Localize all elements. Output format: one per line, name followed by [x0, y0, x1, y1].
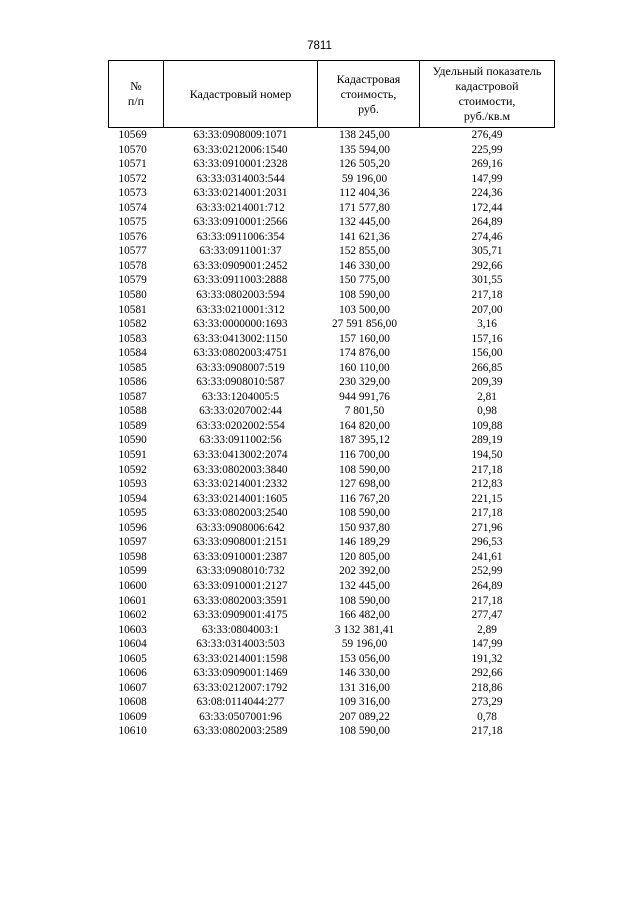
cadastral-number-cell: 63:33:1204005:5 [201, 390, 280, 403]
table-row [109, 550, 555, 565]
cadastral-value-cell: 59 196,00 [341, 638, 388, 651]
cadastral-value-cell: 116 767,20 [339, 492, 390, 505]
cadastral-value-cell: 131 316,00 [339, 681, 390, 694]
row-number-cell: 10581 [118, 303, 147, 316]
specific-indicator-cell: 277,47 [471, 609, 503, 622]
header-specific-indicator [420, 61, 555, 128]
cadastral-number-cell: 63:33:0000000:1693 [193, 318, 288, 331]
table-row [109, 303, 555, 318]
cadastral-number-cell: 63:33:0802003:2540 [193, 507, 288, 520]
cadastral-value-cell: 126 505,20 [339, 158, 390, 171]
table-row [109, 404, 555, 419]
row-number-cell: 10580 [118, 289, 147, 302]
cadastral-value-cell: 108 590,00 [339, 507, 390, 520]
table-row [109, 681, 555, 696]
table-row [109, 419, 555, 434]
cadastral-value-cell: 146 330,00 [339, 259, 390, 272]
specific-indicator-cell: 217,18 [471, 594, 503, 607]
cadastral-value-cell: 171 577,80 [339, 201, 390, 214]
table-row [109, 157, 555, 172]
table-row [109, 710, 555, 725]
row-number-cell: 10578 [118, 259, 147, 272]
cadastral-number-cell: 63:08:0114044:277 [196, 696, 285, 709]
row-number-cell: 10609 [118, 710, 147, 723]
cadastral-number-cell: 63:33:0214001:2332 [193, 478, 288, 491]
row-number-cell: 10584 [118, 347, 147, 360]
cadastral-value-cell: 174 876,00 [339, 347, 390, 360]
page-number: 7811 [307, 40, 332, 52]
table-row [109, 535, 555, 550]
cadastral-number-cell: 63:33:0214001:1605 [193, 492, 288, 505]
cadastral-number-cell: 63:33:0212006:1540 [193, 143, 288, 156]
row-number-cell: 10592 [118, 463, 147, 476]
row-number-cell: 10599 [118, 565, 147, 578]
specific-indicator-cell: 157,16 [471, 332, 503, 345]
cadastral-value-table [108, 60, 555, 739]
specific-indicator-cell: 109,88 [471, 419, 503, 432]
cadastral-value-cell: 153 056,00 [339, 652, 390, 665]
cadastral-value-cell: 108 590,00 [339, 289, 390, 302]
specific-indicator-cell: 147,99 [471, 172, 503, 185]
cadastral-value-cell: 150 937,80 [339, 521, 390, 534]
cadastral-number-cell: 63:33:0214001:1598 [193, 652, 288, 665]
cadastral-number-cell: 63:33:0802003:4751 [193, 347, 288, 360]
specific-indicator-cell: 156,00 [471, 347, 503, 360]
table-row [109, 448, 555, 463]
cadastral-value-cell: 146 189,29 [339, 536, 390, 549]
cadastral-number-cell: 63:33:0910001:2566 [193, 216, 288, 229]
cadastral-value-cell: 146 330,00 [339, 667, 390, 680]
specific-indicator-cell: 0,78 [477, 710, 497, 723]
row-number-cell: 10589 [118, 419, 147, 432]
row-number-cell: 10577 [118, 245, 147, 258]
row-number-cell: 10604 [118, 638, 147, 651]
header-row [109, 61, 555, 128]
table-row [109, 594, 555, 609]
cadastral-value-cell: 150 775,00 [339, 274, 390, 287]
cadastral-value-cell: 230 329,00 [339, 376, 390, 389]
header-cadastral-value-line-3: руб. [358, 101, 379, 116]
cadastral-number-cell: 63:33:0908001:2151 [193, 536, 288, 549]
specific-indicator-cell: 292,66 [471, 667, 503, 680]
cadastral-number-cell: 63:33:0908007:519 [196, 361, 285, 374]
table-row [109, 652, 555, 667]
specific-indicator-cell: 172,44 [471, 201, 503, 214]
cadastral-number-cell: 63:33:0908006:642 [196, 521, 285, 534]
header-num [109, 61, 164, 128]
table-row [109, 375, 555, 390]
cadastral-number-cell: 63:33:0314003:503 [196, 638, 285, 651]
cadastral-value-cell: 27 591 856,00 [332, 318, 397, 331]
cadastral-value-cell: 108 590,00 [339, 725, 390, 738]
cadastral-number-cell: 63:33:0909001:2452 [193, 259, 288, 272]
row-number-cell: 10569 [118, 129, 147, 141]
cadastral-value-cell: 132 445,00 [339, 579, 390, 592]
specific-indicator-cell: 2,89 [477, 623, 497, 636]
cadastral-value-cell: 132 445,00 [339, 216, 390, 229]
header-cadastral-value-line-2: стоимость, [340, 86, 397, 101]
cadastral-number-cell: 63:33:0910001:2387 [193, 550, 288, 563]
table-row [109, 346, 555, 361]
row-number-cell: 10582 [118, 318, 147, 331]
specific-indicator-cell: 273,29 [471, 696, 503, 709]
cadastral-number-cell: 63:33:0911006:354 [196, 230, 285, 243]
row-number-cell: 10570 [118, 143, 147, 156]
cadastral-number-cell: 63:33:0910001:2328 [193, 158, 288, 171]
cadastral-number-cell: 63:33:0911003:2888 [193, 274, 288, 287]
cadastral-value-cell: 116 700,00 [339, 449, 390, 462]
cadastral-number-cell: 63:33:0804003:1 [201, 623, 280, 636]
cadastral-value-cell: 108 590,00 [339, 594, 390, 607]
specific-indicator-cell: 301,55 [471, 274, 503, 287]
cadastral-number-cell: 63:33:0909001:1469 [193, 667, 288, 680]
row-number-cell: 10606 [118, 667, 147, 680]
cadastral-value-cell: 164 820,00 [339, 419, 390, 432]
specific-indicator-cell: 218,86 [471, 681, 503, 694]
cadastral-number-cell: 63:33:0210001:312 [196, 303, 285, 316]
table-row [109, 579, 555, 594]
header-cadastral-value [318, 61, 420, 128]
table-row [109, 361, 555, 376]
cadastral-value-cell: 109 316,00 [339, 696, 390, 709]
table-row [109, 521, 555, 536]
specific-indicator-cell: 266,85 [471, 361, 503, 374]
cadastral-number-cell: 63:33:0802003:3591 [193, 594, 288, 607]
table-row [109, 332, 555, 347]
table-row [109, 259, 555, 274]
table-row [109, 564, 555, 579]
cadastral-number-cell: 63:33:0910001:2127 [193, 579, 288, 592]
row-number-cell: 10603 [118, 623, 147, 636]
cadastral-number-cell: 63:33:0507001:96 [199, 710, 282, 723]
row-number-cell: 10597 [118, 536, 147, 549]
row-number-cell: 10608 [118, 696, 147, 709]
cadastral-value-cell: 207 089,22 [339, 710, 390, 723]
cadastral-number-cell: 63:33:0214001:712 [196, 201, 285, 214]
table-row [109, 666, 555, 681]
cadastral-value-cell: 120 805,00 [339, 550, 390, 563]
table-row [109, 433, 555, 448]
table-row [109, 143, 555, 158]
specific-indicator-cell: 207,00 [471, 303, 503, 316]
row-number-cell: 10583 [118, 332, 147, 345]
specific-indicator-cell: 252,99 [471, 565, 503, 578]
table-row [109, 230, 555, 245]
cadastral-value-cell: 944 991,76 [339, 390, 390, 403]
row-number-cell: 10571 [118, 158, 147, 171]
table-row [109, 172, 555, 187]
cadastral-number-cell: 63:33:0207002:44 [199, 405, 282, 418]
specific-indicator-cell: 3,16 [477, 318, 497, 331]
row-number-cell: 10572 [118, 172, 147, 185]
specific-indicator-cell: 289,19 [471, 434, 503, 447]
table-row [109, 128, 555, 143]
row-number-cell: 10610 [118, 725, 147, 738]
specific-indicator-cell: 0,98 [477, 405, 497, 418]
row-number-cell: 10594 [118, 492, 147, 505]
specific-indicator-cell: 194,50 [471, 449, 503, 462]
cadastral-number-cell: 63:33:0212007:1792 [193, 681, 288, 694]
cadastral-number-cell: 63:33:0908010:732 [196, 565, 285, 578]
row-number-cell: 10596 [118, 521, 147, 534]
table-row [109, 492, 555, 507]
specific-indicator-cell: 296,53 [471, 536, 503, 549]
cadastral-value-cell: 138 245,00 [339, 129, 390, 141]
cadastral-value-cell: 202 392,00 [339, 565, 390, 578]
table-row [109, 695, 555, 710]
specific-indicator-cell: 276,49 [471, 129, 503, 141]
row-number-cell: 10600 [118, 579, 147, 592]
specific-indicator-cell: 274,46 [471, 230, 503, 243]
table-row [109, 201, 555, 216]
table-row [109, 288, 555, 303]
table-row [109, 724, 555, 739]
table-row [109, 186, 555, 201]
row-number-cell: 10573 [118, 187, 147, 200]
table-row [109, 390, 555, 405]
specific-indicator-cell: 209,39 [471, 376, 503, 389]
specific-indicator-cell: 305,71 [471, 245, 503, 258]
specific-indicator-cell: 225,99 [471, 143, 503, 156]
cadastral-value-cell: 59 196,00 [341, 172, 388, 185]
cadastral-value-cell: 166 482,00 [339, 609, 390, 622]
row-number-cell: 10587 [118, 390, 147, 403]
specific-indicator-cell: 221,15 [471, 492, 503, 505]
cadastral-value-cell: 108 590,00 [339, 463, 390, 476]
table-header [109, 61, 555, 128]
table-row [109, 608, 555, 623]
header-cadastral-value-line-1: Кадастровая [336, 71, 401, 86]
table-row [109, 623, 555, 638]
cadastral-value-cell: 187 395,12 [339, 434, 390, 447]
table-row [109, 506, 555, 521]
table-row [109, 637, 555, 652]
specific-indicator-cell: 147,99 [471, 638, 503, 651]
cadastral-value-cell: 135 594,00 [339, 143, 390, 156]
header-cadastral-number [164, 61, 318, 128]
cadastral-number-cell: 63:33:0214001:2031 [193, 187, 288, 200]
cadastral-number-cell: 63:33:0314003:544 [196, 172, 285, 185]
header-specific-indicator-line-3: стоимости, [458, 94, 516, 108]
cadastral-number-cell: 63:33:0802003:594 [196, 289, 285, 302]
specific-indicator-cell: 264,89 [471, 216, 503, 229]
table-row [109, 317, 555, 332]
row-number-cell: 10585 [118, 361, 147, 374]
row-number-cell: 10607 [118, 681, 147, 694]
row-number-cell: 10601 [118, 594, 147, 607]
table-row [109, 273, 555, 288]
cadastral-value-cell: 7 801,50 [344, 405, 385, 418]
row-number-cell: 10590 [118, 434, 147, 447]
cadastral-number-cell: 63:33:0413002:1150 [193, 332, 288, 345]
cadastral-value-cell: 127 698,00 [339, 478, 390, 491]
cadastral-number-cell: 63:33:0908009:1071 [193, 129, 288, 141]
specific-indicator-cell: 191,32 [471, 652, 503, 665]
table-row [109, 244, 555, 259]
row-number-cell: 10575 [118, 216, 147, 229]
specific-indicator-cell: 269,16 [471, 158, 503, 171]
header-specific-indicator-line-2: кадастровой [455, 79, 519, 93]
row-number-cell: 10593 [118, 478, 147, 491]
row-number-cell: 10576 [118, 230, 147, 243]
cadastral-value-cell: 103 500,00 [339, 303, 390, 316]
header-specific-indicator-line-4: руб./кв.м [463, 109, 511, 123]
row-number-cell: 10586 [118, 376, 147, 389]
header-cadastral-number-line-1: Кадастровый номер [189, 86, 292, 101]
specific-indicator-cell: 224,36 [471, 187, 503, 200]
header-num-line-2: п/п [127, 94, 145, 108]
cadastral-number-cell: 63:33:0202002:554 [196, 419, 285, 432]
specific-indicator-cell: 241,61 [471, 550, 503, 563]
row-number-cell: 10579 [118, 274, 147, 287]
cadastral-number-cell: 63:33:0911001:37 [199, 245, 282, 258]
table-body [109, 128, 555, 739]
specific-indicator-cell: 217,18 [471, 289, 503, 302]
row-number-cell: 10602 [118, 609, 147, 622]
cadastral-value-cell: 112 404,36 [339, 187, 390, 200]
row-number-cell: 10598 [118, 550, 147, 563]
cadastral-number-cell: 63:33:0911002:56 [199, 434, 282, 447]
cadastral-value-cell: 157 160,00 [339, 332, 390, 345]
row-number-cell: 10595 [118, 507, 147, 520]
cadastral-value-cell: 141 621,36 [339, 230, 390, 243]
cadastral-number-cell: 63:33:0413002:2074 [193, 449, 288, 462]
header-specific-indicator-line-1: Удельный показатель [432, 64, 542, 78]
cadastral-value-cell: 152 855,00 [339, 245, 390, 258]
table-row [109, 477, 555, 492]
cadastral-value-cell: 3 132 381,41 [334, 623, 395, 636]
specific-indicator-cell: 217,18 [471, 725, 503, 738]
specific-indicator-cell: 2,81 [477, 390, 497, 403]
specific-indicator-cell: 292,66 [471, 259, 503, 272]
row-number-cell: 10591 [118, 449, 147, 462]
cadastral-value-cell: 160 110,00 [339, 361, 390, 374]
cadastral-number-cell: 63:33:0802003:3840 [193, 463, 288, 476]
table-row [109, 215, 555, 230]
cadastral-number-cell: 63:33:0908010:587 [196, 376, 285, 389]
cadastral-number-cell: 63:33:0909001:4175 [193, 609, 288, 622]
row-number-cell: 10588 [118, 405, 147, 418]
specific-indicator-cell: 271,96 [471, 521, 503, 534]
specific-indicator-cell: 212,83 [471, 478, 503, 491]
row-number-cell: 10574 [118, 201, 147, 214]
specific-indicator-cell: 264,89 [471, 579, 503, 592]
table-row [109, 463, 555, 478]
specific-indicator-cell: 217,18 [471, 463, 503, 476]
row-number-cell: 10605 [118, 652, 147, 665]
specific-indicator-cell: 217,18 [471, 507, 503, 520]
cadastral-number-cell: 63:33:0802003:2589 [193, 725, 288, 738]
header-num-line-1: № [130, 79, 142, 93]
